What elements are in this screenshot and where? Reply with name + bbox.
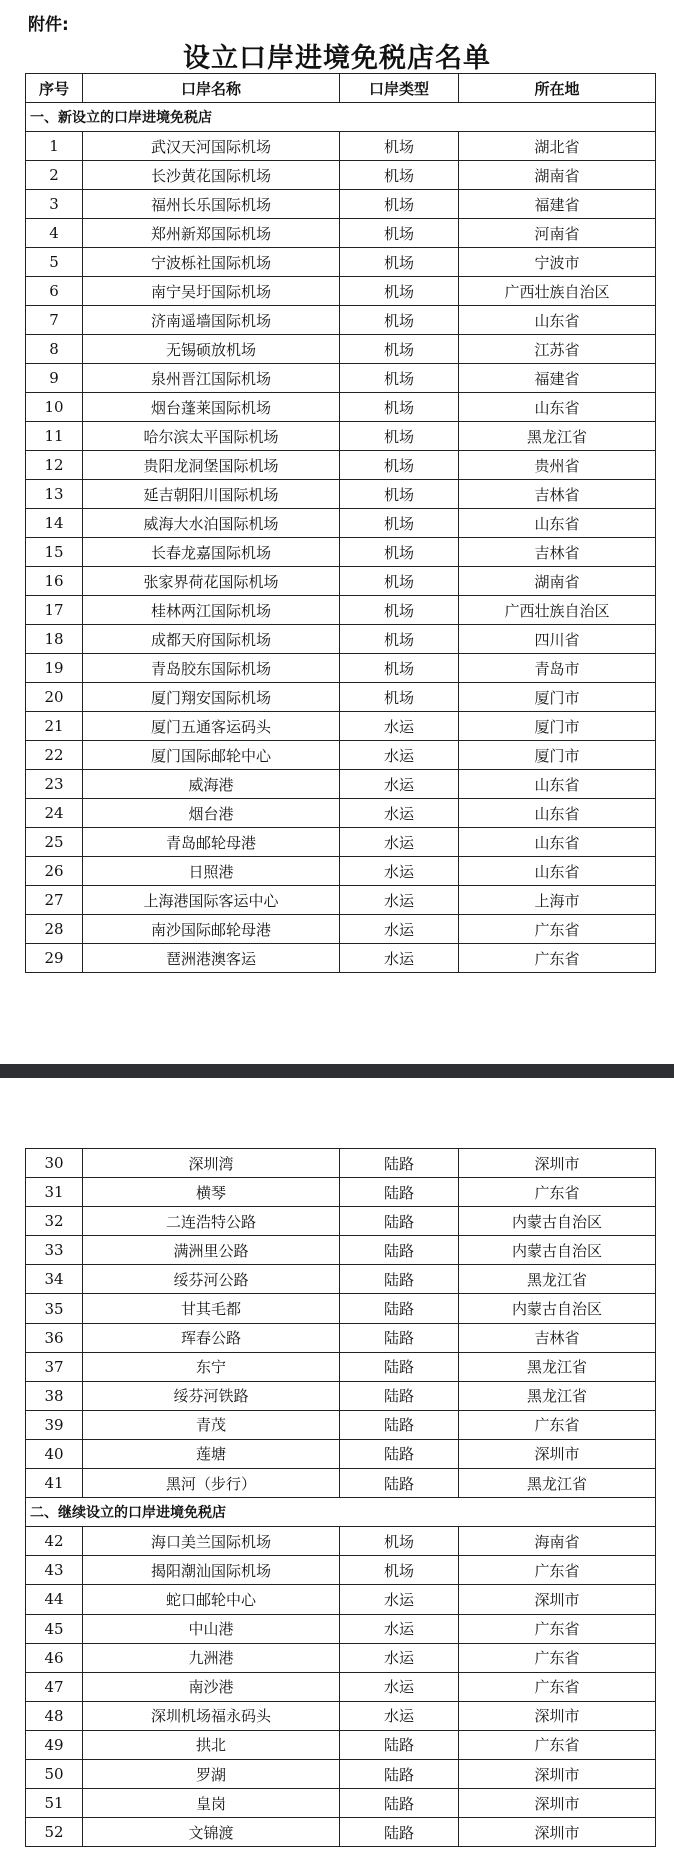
cell-location: 四川省 — [459, 625, 656, 654]
cell-location: 黑龙江省 — [459, 422, 656, 451]
cell-port-name: 厦门国际邮轮中心 — [83, 741, 340, 770]
cell-no: 2 — [26, 161, 83, 190]
section-row — [26, 103, 656, 132]
table-row — [26, 857, 656, 886]
cell-no: 25 — [26, 828, 83, 857]
cell-no: 40 — [26, 1439, 83, 1468]
table-row — [26, 1323, 656, 1352]
cell-no: 20 — [26, 683, 83, 712]
table-row — [26, 277, 656, 306]
table-row — [26, 915, 656, 944]
cell-port-name: 皇岗 — [83, 1789, 340, 1818]
table-row — [26, 451, 656, 480]
cell-no: 32 — [26, 1207, 83, 1236]
cell-location: 深圳市 — [459, 1759, 656, 1788]
cell-location: 厦门市 — [459, 683, 656, 712]
cell-port-type: 机场 — [340, 683, 459, 712]
cell-no: 45 — [26, 1614, 83, 1643]
cell-no: 36 — [26, 1323, 83, 1352]
table-row — [26, 1469, 656, 1498]
table-row — [26, 480, 656, 509]
cell-no: 29 — [26, 944, 83, 973]
cell-no: 51 — [26, 1789, 83, 1818]
table-row — [26, 132, 656, 161]
cell-port-name: 青茂 — [83, 1410, 340, 1439]
table-row — [26, 1381, 656, 1410]
cell-port-type: 水运 — [340, 857, 459, 886]
cell-port-type: 机场 — [340, 1527, 459, 1556]
cell-port-type: 水运 — [340, 828, 459, 857]
section-row — [26, 1498, 656, 1527]
cell-port-name: 延吉朝阳川国际机场 — [83, 480, 340, 509]
cell-location: 海南省 — [459, 1527, 656, 1556]
table-row — [26, 944, 656, 973]
cell-no: 5 — [26, 248, 83, 277]
cell-location: 湖南省 — [459, 161, 656, 190]
cell-port-name: 南宁吴圩国际机场 — [83, 277, 340, 306]
cell-no: 12 — [26, 451, 83, 480]
port-list-table-page-2 — [25, 1148, 656, 1847]
cell-no: 10 — [26, 393, 83, 422]
cell-no: 34 — [26, 1265, 83, 1294]
port-list-table-page-1 — [25, 73, 656, 973]
cell-no: 16 — [26, 567, 83, 596]
cell-port-type: 陆路 — [340, 1265, 459, 1294]
cell-port-name: 南沙港 — [83, 1672, 340, 1701]
cell-location: 吉林省 — [459, 1323, 656, 1352]
cell-no: 6 — [26, 277, 83, 306]
table-row — [26, 1294, 656, 1323]
cell-port-type: 水运 — [340, 886, 459, 915]
table-row — [26, 770, 656, 799]
cell-location: 吉林省 — [459, 538, 656, 567]
cell-port-name: 烟台蓬莱国际机场 — [83, 393, 340, 422]
table-header-row — [26, 74, 656, 103]
cell-location: 山东省 — [459, 393, 656, 422]
cell-location: 江苏省 — [459, 335, 656, 364]
cell-no: 49 — [26, 1730, 83, 1759]
cell-port-name: 黑河（步行） — [83, 1469, 340, 1498]
cell-no: 30 — [26, 1149, 83, 1178]
cell-port-name: 拱北 — [83, 1730, 340, 1759]
table-row — [26, 625, 656, 654]
cell-no: 44 — [26, 1585, 83, 1614]
table-row — [26, 538, 656, 567]
cell-location: 厦门市 — [459, 712, 656, 741]
cell-port-type: 机场 — [340, 393, 459, 422]
table-row — [26, 1614, 656, 1643]
cell-port-name: 无锡硕放机场 — [83, 335, 340, 364]
column-header-type: 口岸类型 — [340, 74, 459, 103]
cell-port-type: 机场 — [340, 306, 459, 335]
section-heading-new: 一、新设立的口岸进境免税店 — [26, 103, 656, 132]
cell-port-type: 陆路 — [340, 1178, 459, 1207]
cell-location: 深圳市 — [459, 1439, 656, 1468]
table-row — [26, 335, 656, 364]
cell-port-name: 长春龙嘉国际机场 — [83, 538, 340, 567]
attachment-label: 附件: — [28, 15, 69, 35]
table-row — [26, 1410, 656, 1439]
cell-no: 37 — [26, 1352, 83, 1381]
cell-port-name: 威海港 — [83, 770, 340, 799]
cell-location: 山东省 — [459, 828, 656, 857]
cell-port-type: 陆路 — [340, 1730, 459, 1759]
cell-location: 福建省 — [459, 190, 656, 219]
cell-port-type: 陆路 — [340, 1207, 459, 1236]
cell-no: 23 — [26, 770, 83, 799]
cell-no: 39 — [26, 1410, 83, 1439]
cell-location: 湖南省 — [459, 567, 656, 596]
cell-port-type: 机场 — [340, 219, 459, 248]
table-row — [26, 1672, 656, 1701]
cell-port-type: 机场 — [340, 654, 459, 683]
cell-port-type: 陆路 — [340, 1294, 459, 1323]
cell-location: 贵州省 — [459, 451, 656, 480]
table-row — [26, 828, 656, 857]
cell-port-name: 揭阳潮汕国际机场 — [83, 1556, 340, 1585]
cell-no: 43 — [26, 1556, 83, 1585]
cell-port-type: 水运 — [340, 915, 459, 944]
cell-location: 黑龙江省 — [459, 1469, 656, 1498]
cell-port-type: 陆路 — [340, 1381, 459, 1410]
cell-no: 31 — [26, 1178, 83, 1207]
cell-port-name: 成都天府国际机场 — [83, 625, 340, 654]
cell-port-name: 满洲里公路 — [83, 1236, 340, 1265]
cell-no: 52 — [26, 1818, 83, 1847]
cell-port-type: 水运 — [340, 1701, 459, 1730]
cell-no: 50 — [26, 1759, 83, 1788]
cell-location: 广东省 — [459, 1730, 656, 1759]
table-row — [26, 1789, 656, 1818]
table-row — [26, 683, 656, 712]
cell-port-name: 武汉天河国际机场 — [83, 132, 340, 161]
cell-port-type: 水运 — [340, 741, 459, 770]
cell-location: 山东省 — [459, 770, 656, 799]
cell-no: 21 — [26, 712, 83, 741]
cell-location: 山东省 — [459, 857, 656, 886]
cell-location: 深圳市 — [459, 1818, 656, 1847]
cell-port-type: 水运 — [340, 1672, 459, 1701]
cell-port-type: 机场 — [340, 248, 459, 277]
table-row — [26, 190, 656, 219]
table-row — [26, 741, 656, 770]
cell-port-type: 陆路 — [340, 1789, 459, 1818]
cell-location: 广东省 — [459, 1556, 656, 1585]
cell-no: 22 — [26, 741, 83, 770]
cell-no: 42 — [26, 1527, 83, 1556]
cell-no: 41 — [26, 1469, 83, 1498]
cell-port-name: 二连浩特公路 — [83, 1207, 340, 1236]
cell-no: 19 — [26, 654, 83, 683]
cell-no: 4 — [26, 219, 83, 248]
column-header-name: 口岸名称 — [83, 74, 340, 103]
cell-port-type: 机场 — [340, 538, 459, 567]
cell-port-name: 长沙黄花国际机场 — [83, 161, 340, 190]
cell-location: 广西壮族自治区 — [459, 596, 656, 625]
cell-no: 18 — [26, 625, 83, 654]
cell-port-name: 文锦渡 — [83, 1818, 340, 1847]
cell-no: 13 — [26, 480, 83, 509]
table-row — [26, 1178, 656, 1207]
cell-no: 9 — [26, 364, 83, 393]
cell-port-name: 东宁 — [83, 1352, 340, 1381]
cell-port-name: 莲塘 — [83, 1439, 340, 1468]
cell-port-name: 甘其毛都 — [83, 1294, 340, 1323]
cell-no: 17 — [26, 596, 83, 625]
cell-port-name: 郑州新郑国际机场 — [83, 219, 340, 248]
cell-location: 广东省 — [459, 944, 656, 973]
table-row — [26, 712, 656, 741]
cell-location: 广东省 — [459, 1614, 656, 1643]
cell-port-name: 上海港国际客运中心 — [83, 886, 340, 915]
cell-port-type: 水运 — [340, 1614, 459, 1643]
cell-port-type: 水运 — [340, 1643, 459, 1672]
cell-port-type: 机场 — [340, 335, 459, 364]
cell-location: 深圳市 — [459, 1701, 656, 1730]
table-row — [26, 654, 656, 683]
cell-port-name: 九洲港 — [83, 1643, 340, 1672]
cell-port-type: 陆路 — [340, 1352, 459, 1381]
cell-location: 深圳市 — [459, 1149, 656, 1178]
cell-no: 48 — [26, 1701, 83, 1730]
cell-no: 24 — [26, 799, 83, 828]
cell-no: 26 — [26, 857, 83, 886]
document-title: 设立口岸进境免税店名单 — [183, 43, 491, 74]
table-row — [26, 219, 656, 248]
cell-port-name: 福州长乐国际机场 — [83, 190, 340, 219]
cell-location: 上海市 — [459, 886, 656, 915]
cell-port-name: 宁波栎社国际机场 — [83, 248, 340, 277]
cell-no: 15 — [26, 538, 83, 567]
table-row — [26, 1556, 656, 1585]
table-row — [26, 567, 656, 596]
cell-port-name: 深圳湾 — [83, 1149, 340, 1178]
cell-port-name: 贵阳龙洞堡国际机场 — [83, 451, 340, 480]
cell-location: 黑龙江省 — [459, 1265, 656, 1294]
cell-port-type: 机场 — [340, 161, 459, 190]
cell-no: 33 — [26, 1236, 83, 1265]
cell-port-type: 水运 — [340, 944, 459, 973]
cell-location: 内蒙古自治区 — [459, 1207, 656, 1236]
cell-no: 35 — [26, 1294, 83, 1323]
cell-port-name: 绥芬河铁路 — [83, 1381, 340, 1410]
cell-port-name: 深圳机场福永码头 — [83, 1701, 340, 1730]
cell-port-type: 陆路 — [340, 1236, 459, 1265]
table-row — [26, 393, 656, 422]
cell-no: 7 — [26, 306, 83, 335]
table-row — [26, 886, 656, 915]
cell-port-type: 机场 — [340, 567, 459, 596]
cell-location: 内蒙古自治区 — [459, 1236, 656, 1265]
table-row — [26, 1149, 656, 1178]
cell-location: 广西壮族自治区 — [459, 277, 656, 306]
cell-location: 广东省 — [459, 1643, 656, 1672]
column-header-no: 序号 — [26, 74, 83, 103]
column-header-location: 所在地 — [459, 74, 656, 103]
table-row — [26, 422, 656, 451]
cell-no: 14 — [26, 509, 83, 538]
cell-no: 11 — [26, 422, 83, 451]
cell-location: 广东省 — [459, 1178, 656, 1207]
cell-port-type: 水运 — [340, 770, 459, 799]
cell-port-type: 机场 — [340, 422, 459, 451]
page-divider — [0, 1064, 674, 1078]
cell-no: 47 — [26, 1672, 83, 1701]
table-row — [26, 248, 656, 277]
cell-port-type: 水运 — [340, 712, 459, 741]
cell-location: 厦门市 — [459, 741, 656, 770]
cell-port-name: 蛇口邮轮中心 — [83, 1585, 340, 1614]
table-row — [26, 1701, 656, 1730]
cell-port-name: 南沙国际邮轮母港 — [83, 915, 340, 944]
cell-port-type: 机场 — [340, 190, 459, 219]
cell-port-type: 机场 — [340, 277, 459, 306]
cell-location: 黑龙江省 — [459, 1381, 656, 1410]
table-row — [26, 161, 656, 190]
cell-port-type: 机场 — [340, 132, 459, 161]
cell-no: 1 — [26, 132, 83, 161]
table-row — [26, 1265, 656, 1294]
cell-port-type: 机场 — [340, 625, 459, 654]
cell-port-name: 张家界荷花国际机场 — [83, 567, 340, 596]
section-heading-continued: 二、继续设立的口岸进境免税店 — [26, 1498, 656, 1527]
cell-port-name: 济南遥墙国际机场 — [83, 306, 340, 335]
table-row — [26, 364, 656, 393]
table-row — [26, 799, 656, 828]
cell-location: 广东省 — [459, 1672, 656, 1701]
cell-location: 福建省 — [459, 364, 656, 393]
cell-port-type: 机场 — [340, 509, 459, 538]
cell-port-name: 琶洲港澳客运 — [83, 944, 340, 973]
cell-port-type: 水运 — [340, 1585, 459, 1614]
cell-port-name: 烟台港 — [83, 799, 340, 828]
cell-port-name: 日照港 — [83, 857, 340, 886]
cell-location: 深圳市 — [459, 1585, 656, 1614]
table-row — [26, 509, 656, 538]
cell-port-name: 珲春公路 — [83, 1323, 340, 1352]
cell-port-name: 横琴 — [83, 1178, 340, 1207]
cell-location: 宁波市 — [459, 248, 656, 277]
table-row — [26, 1585, 656, 1614]
table-row — [26, 1236, 656, 1265]
table-row — [26, 1643, 656, 1672]
cell-port-name: 中山港 — [83, 1614, 340, 1643]
cell-port-name: 罗湖 — [83, 1759, 340, 1788]
cell-location: 山东省 — [459, 799, 656, 828]
cell-location: 湖北省 — [459, 132, 656, 161]
cell-port-type: 陆路 — [340, 1818, 459, 1847]
table-row — [26, 1439, 656, 1468]
cell-port-name: 威海大水泊国际机场 — [83, 509, 340, 538]
cell-port-type: 机场 — [340, 364, 459, 393]
cell-no: 38 — [26, 1381, 83, 1410]
cell-port-type: 陆路 — [340, 1759, 459, 1788]
cell-no: 28 — [26, 915, 83, 944]
table-row — [26, 1207, 656, 1236]
cell-no: 3 — [26, 190, 83, 219]
cell-port-name: 绥芬河公路 — [83, 1265, 340, 1294]
cell-location: 内蒙古自治区 — [459, 1294, 656, 1323]
table-row — [26, 1818, 656, 1847]
cell-port-type: 机场 — [340, 451, 459, 480]
cell-port-type: 陆路 — [340, 1323, 459, 1352]
cell-port-type: 陆路 — [340, 1149, 459, 1178]
cell-port-type: 陆路 — [340, 1439, 459, 1468]
table-row — [26, 596, 656, 625]
table-row — [26, 1759, 656, 1788]
cell-location: 山东省 — [459, 306, 656, 335]
cell-port-name: 青岛胶东国际机场 — [83, 654, 340, 683]
cell-location: 吉林省 — [459, 480, 656, 509]
cell-no: 27 — [26, 886, 83, 915]
cell-location: 河南省 — [459, 219, 656, 248]
table-row — [26, 1352, 656, 1381]
cell-port-type: 水运 — [340, 799, 459, 828]
cell-port-type: 机场 — [340, 596, 459, 625]
cell-port-name: 海口美兰国际机场 — [83, 1527, 340, 1556]
table-row — [26, 306, 656, 335]
cell-location: 山东省 — [459, 509, 656, 538]
cell-location: 广东省 — [459, 1410, 656, 1439]
cell-location: 深圳市 — [459, 1789, 656, 1818]
cell-no: 8 — [26, 335, 83, 364]
cell-port-type: 陆路 — [340, 1469, 459, 1498]
cell-location: 广东省 — [459, 915, 656, 944]
cell-port-name: 泉州晋江国际机场 — [83, 364, 340, 393]
cell-port-type: 机场 — [340, 480, 459, 509]
table-row — [26, 1527, 656, 1556]
cell-no: 46 — [26, 1643, 83, 1672]
cell-port-name: 哈尔滨太平国际机场 — [83, 422, 340, 451]
cell-port-name: 青岛邮轮母港 — [83, 828, 340, 857]
table-row — [26, 1730, 656, 1759]
cell-port-name: 厦门五通客运码头 — [83, 712, 340, 741]
cell-port-type: 机场 — [340, 1556, 459, 1585]
cell-port-name: 厦门翔安国际机场 — [83, 683, 340, 712]
cell-location: 黑龙江省 — [459, 1352, 656, 1381]
cell-location: 青岛市 — [459, 654, 656, 683]
cell-port-name: 桂林两江国际机场 — [83, 596, 340, 625]
cell-port-type: 陆路 — [340, 1410, 459, 1439]
